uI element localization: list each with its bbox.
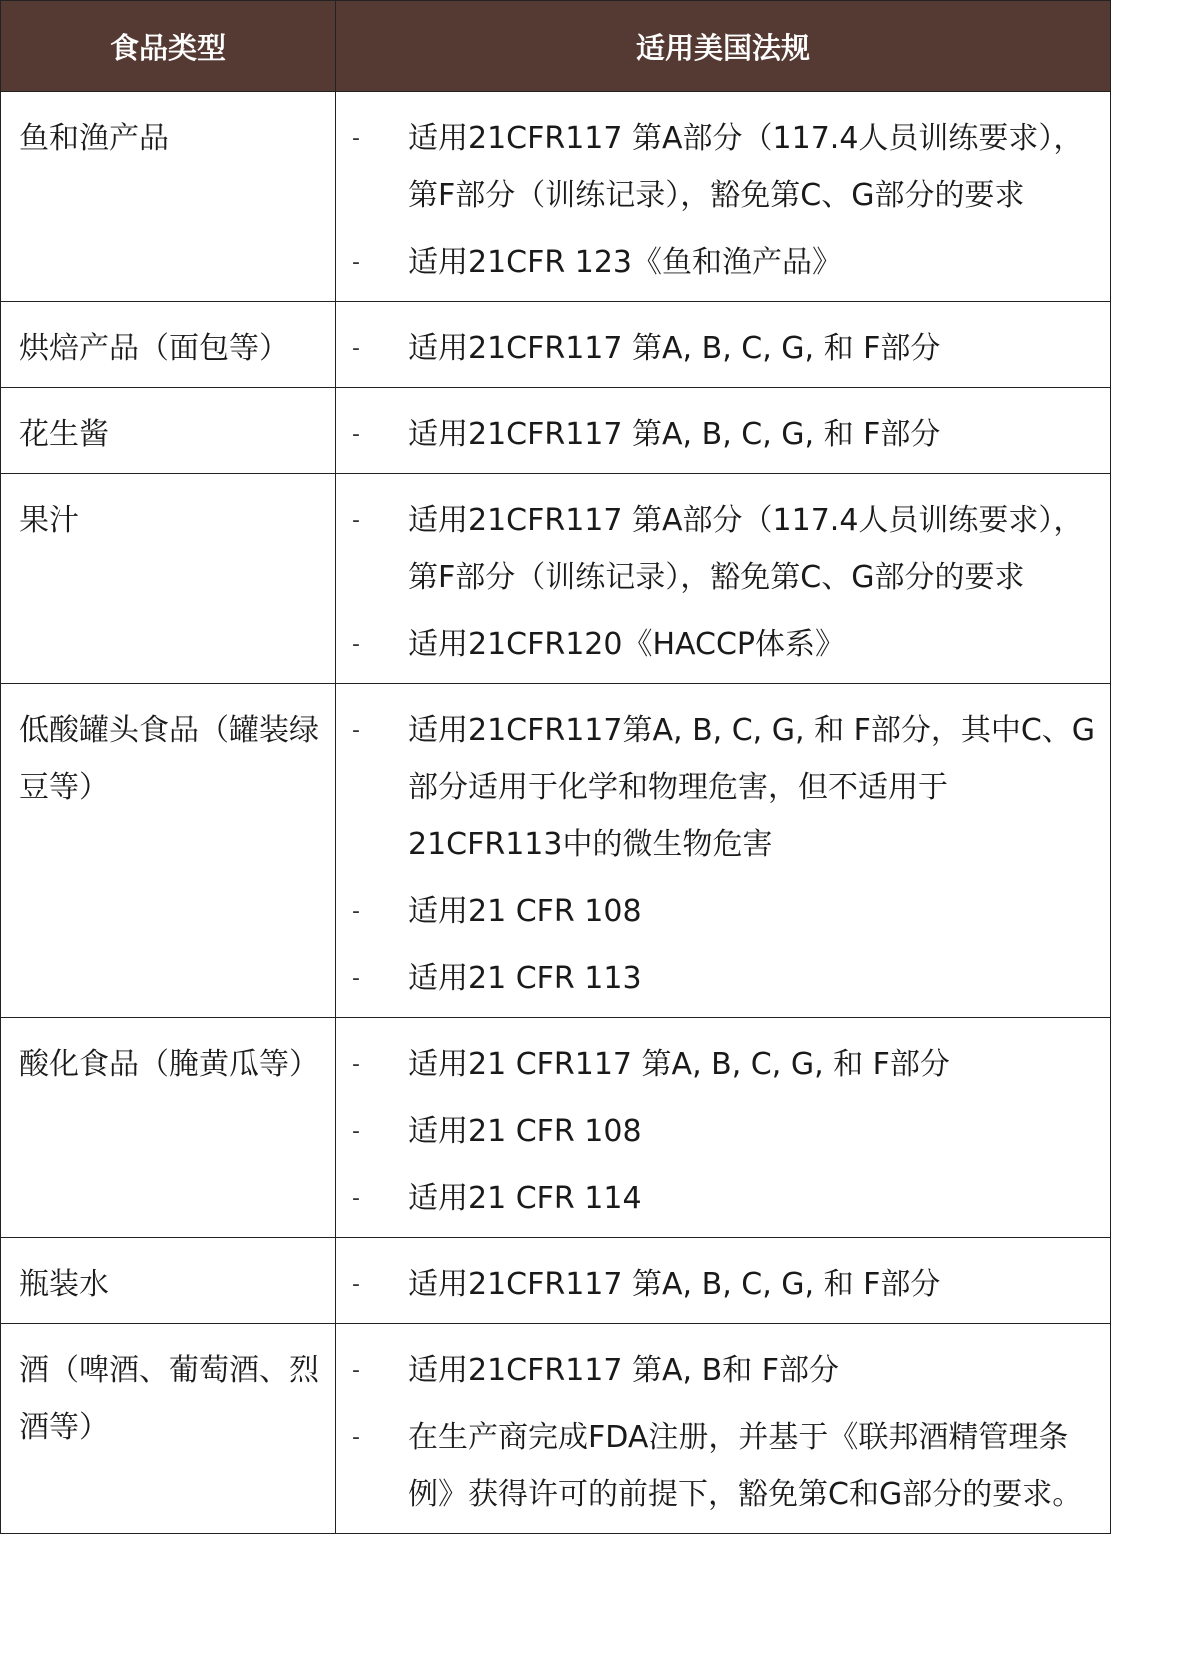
bullet-dash: - — [352, 250, 360, 275]
header-row — [1, 1, 1111, 92]
regulation-item — [350, 406, 1096, 463]
food-type-cell: 鱼和渔产品 — [1, 92, 336, 302]
regulation-cell — [336, 1018, 1111, 1238]
bullet-dash: - — [352, 632, 360, 657]
regulation-cell — [336, 388, 1111, 474]
bullet-dash: - — [352, 718, 360, 743]
regulation-item — [350, 950, 1096, 1007]
food-type-cell: 酒（啤酒、葡萄酒、烈酒等） — [1, 1324, 336, 1534]
food-type-cell: 酸化食品（腌黄瓜等） — [1, 1018, 336, 1238]
regulation-text: 适用21CFR120《HACCP体系》 — [408, 627, 846, 662]
regulation-text: 在生产商完成FDA注册，并基于《联邦酒精管理条例》获得许可的前提下，豁免第C和G部分的要求。 — [408, 1420, 1083, 1512]
food-type-cell: 花生酱 — [1, 388, 336, 474]
regulation-item — [350, 234, 1096, 291]
regulation-item — [350, 883, 1096, 940]
regulation-text: 适用21 CFR 114 — [408, 1181, 642, 1216]
table-row — [1, 474, 1111, 684]
regulation-cell — [336, 474, 1111, 684]
regulation-item — [350, 110, 1096, 224]
bullet-dash: - — [352, 1052, 360, 1077]
regulation-text: 适用21 CFR 108 — [408, 1114, 642, 1149]
regulation-cell — [336, 684, 1111, 1018]
regulation-item — [350, 492, 1096, 606]
table-row — [1, 1018, 1111, 1238]
regulation-cell — [336, 1324, 1111, 1534]
table-row — [1, 388, 1111, 474]
regulation-cell — [336, 302, 1111, 388]
food-type-cell: 低酸罐头食品（罐装绿豆等） — [1, 684, 336, 1018]
regulation-item — [350, 1409, 1096, 1523]
regulation-text: 适用21CFR117 第A, B, C, G, 和 F部分 — [408, 1267, 941, 1302]
regulation-item — [350, 616, 1096, 673]
food-type-cell: 烘焙产品（面包等） — [1, 302, 336, 388]
regulation-item — [350, 702, 1096, 873]
regulation-text: 适用21CFR117 第A, B, C, G, 和 F部分 — [408, 331, 941, 366]
bullet-dash: - — [352, 1358, 360, 1383]
regulation-text: 适用21CFR117 第A部分（117.4人员训练要求），第F部分（训练记录），豁免第C、G部分的要求 — [408, 121, 1084, 213]
bullet-dash: - — [352, 966, 360, 991]
regulation-text: 适用21CFR117 第A, B, C, G, 和 F部分 — [408, 417, 941, 452]
table-row — [1, 92, 1111, 302]
food-type-cell: 果汁 — [1, 474, 336, 684]
regulation-item — [350, 1342, 1096, 1399]
table-row — [1, 1324, 1111, 1534]
bullet-dash: - — [352, 899, 360, 924]
regulation-text: 适用21 CFR 113 — [408, 961, 642, 996]
regulation-text: 适用21CFR117 第A部分（117.4人员训练要求），第F部分（训练记录），豁免第C、G部分的要求 — [408, 503, 1084, 595]
bullet-dash: - — [352, 1186, 360, 1211]
regulation-text: 适用21CFR117 第A, B和 F部分 — [408, 1353, 839, 1388]
regulation-item — [350, 1256, 1096, 1313]
regulation-cell — [336, 92, 1111, 302]
bullet-dash: - — [352, 1272, 360, 1297]
bullet-dash: - — [352, 1425, 360, 1450]
bullet-dash: - — [352, 508, 360, 533]
header-food-type: 食品类型 — [1, 1, 336, 92]
bullet-dash: - — [352, 1119, 360, 1144]
bullet-dash: - — [352, 336, 360, 361]
regulation-text: 适用21CFR 123《鱼和渔产品》 — [408, 245, 843, 280]
food-type-cell: 瓶装水 — [1, 1238, 336, 1324]
table-row — [1, 684, 1111, 1018]
bullet-dash: - — [352, 422, 360, 447]
table-row — [1, 1238, 1111, 1324]
regulation-item — [350, 1036, 1096, 1093]
bullet-dash: - — [352, 126, 360, 151]
table-row — [1, 302, 1111, 388]
regulation-cell — [336, 1238, 1111, 1324]
regulation-item — [350, 320, 1096, 377]
regulation-text: 适用21CFR117第A, B, C, G, 和 F部分，其中C、G部分适用于化学和物理危害，但不适用于21CFR113中的微生物危害 — [408, 713, 1096, 862]
regulation-item — [350, 1170, 1096, 1227]
regulation-text: 适用21 CFR 108 — [408, 894, 642, 929]
regulation-text: 适用21 CFR117 第A, B, C, G, 和 F部分 — [408, 1047, 950, 1082]
regulation-item — [350, 1103, 1096, 1160]
header-regulation: 适用美国法规 — [336, 1, 1111, 92]
